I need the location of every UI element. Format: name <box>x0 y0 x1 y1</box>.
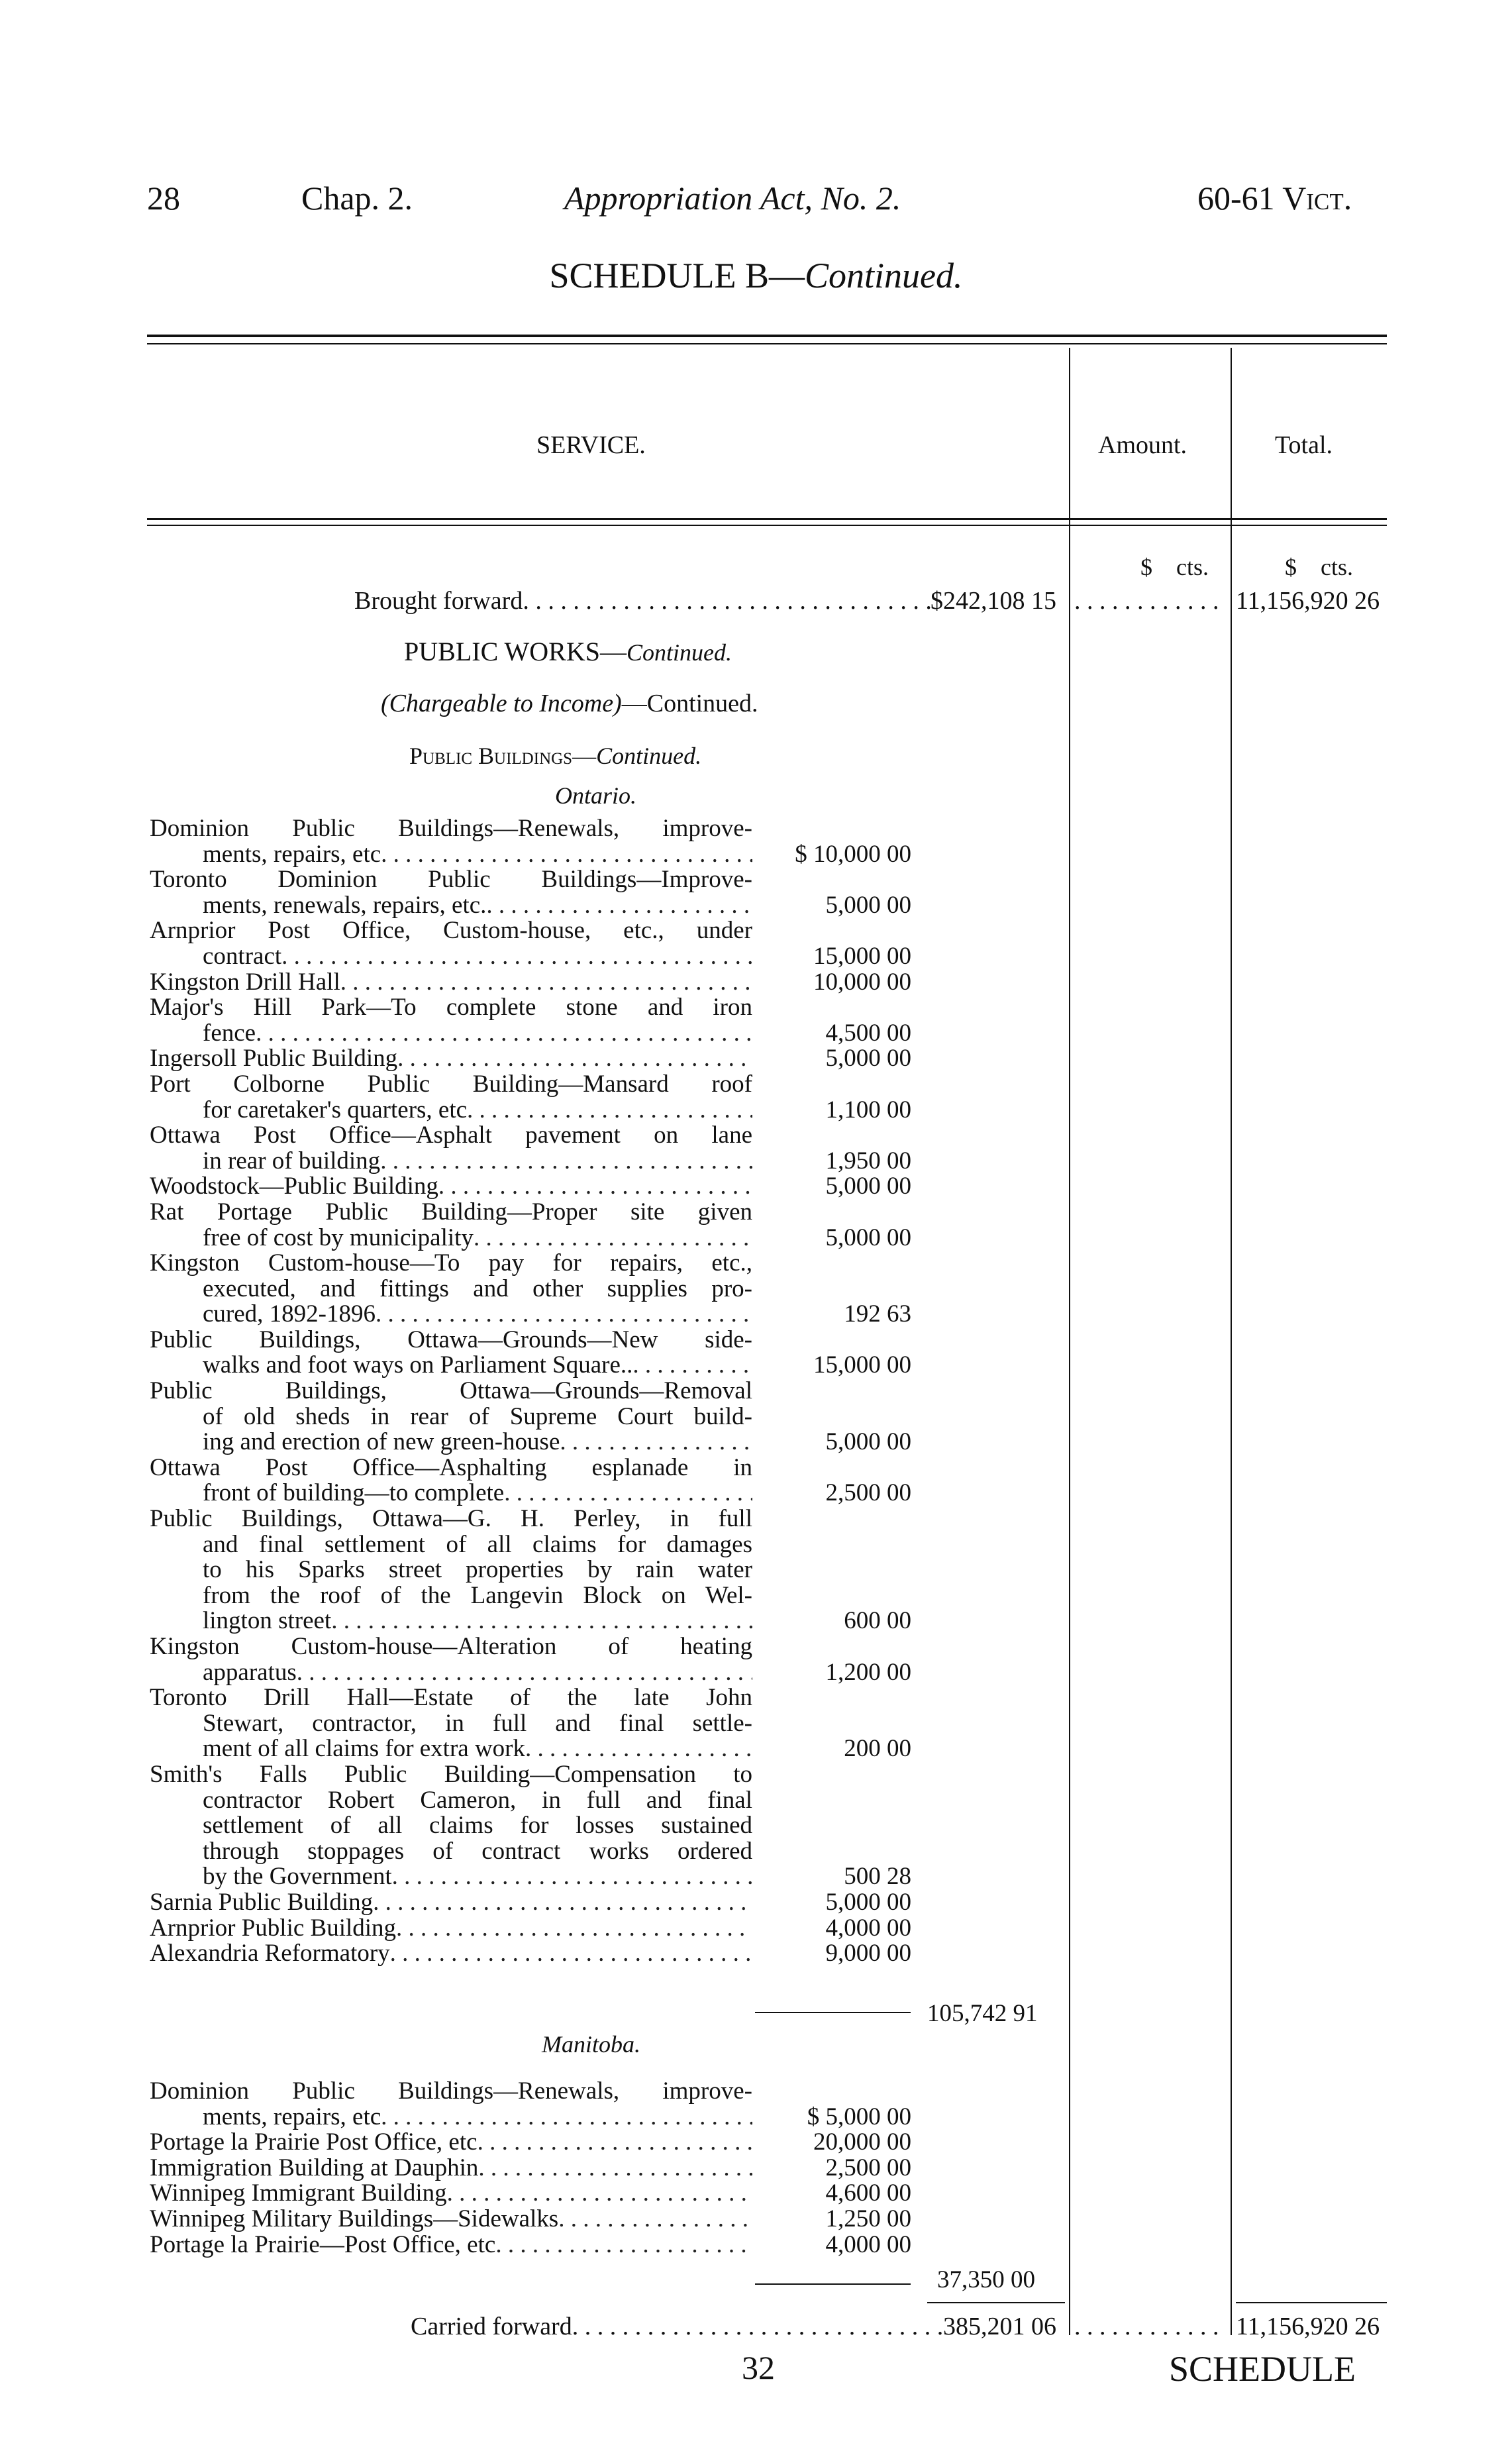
schedule-title-main: SCHEDULE B— <box>549 256 805 295</box>
entry-line: executed, and fittings and other supplies pro- <box>203 1275 752 1302</box>
signature-mark: 32 <box>742 2349 775 2386</box>
entry-amount: 1,200 00 <box>825 1658 911 1686</box>
leader-dots <box>438 1174 752 1200</box>
leader-dots <box>297 1660 752 1686</box>
entry-line: ments, repairs, etc . . . <box>150 842 752 868</box>
schedule-entry <box>150 1760 911 1891</box>
entry-line: ing and erection of new green-house . . . <box>150 1430 752 1455</box>
schedule-entry <box>150 866 911 919</box>
entry-amount: 9,000 00 <box>825 1940 911 1967</box>
manitoba-heading: Manitoba. <box>542 2031 640 2058</box>
entry-line: and final settlement of all claims for damages <box>203 1530 752 1558</box>
entry-line: ments, renewals, repairs, etc. . . . <box>150 893 752 919</box>
carried-forward-total: 11,156,920 26 <box>1236 2313 1380 2340</box>
entry-line: through stoppages of contract works ordered <box>203 1837 752 1865</box>
entry-amount: 2,500 00 <box>825 2154 911 2181</box>
chapter-label: Chap. 2. <box>301 180 413 217</box>
schedule-entry <box>150 1045 911 1072</box>
entry-line: of old sheds in rear of Supreme Court build- <box>203 1402 752 1430</box>
leader-dots <box>281 944 752 970</box>
entry-line: Major's Hill Park—To complete stone and iron <box>150 994 752 1021</box>
entry-amount: 20,000 00 <box>813 2128 911 2156</box>
entry-line: free of cost by municipality . . . <box>150 1226 752 1251</box>
entry-amount: 5,000 00 <box>825 891 911 919</box>
schedule-entry <box>150 1633 911 1686</box>
schedule-entry <box>150 2179 911 2207</box>
entry-amount: $ 5,000 00 <box>807 2103 911 2130</box>
leader-dots <box>478 2156 752 2181</box>
leader-dots <box>447 2181 752 2207</box>
bottom-rule-amount <box>927 2302 1065 2303</box>
entry-amount: 1,950 00 <box>825 1147 911 1175</box>
total-column-header: Total. <box>1275 431 1333 459</box>
total-column-divider <box>1231 348 1232 2335</box>
schedule-title <box>0 255 1512 296</box>
schedule-entry <box>150 1914 911 1942</box>
leader-dots <box>396 1916 752 1942</box>
entry-line: cured, 1892-1896 . . . <box>150 1302 752 1328</box>
entry-line: Sarnia Public Building . . . <box>150 1890 752 1916</box>
schedule-entry <box>150 1122 911 1175</box>
act-title: Appropriation Act, No. 2. <box>564 180 901 217</box>
leader-dots <box>560 1430 752 1455</box>
entry-line: from the roof of the Langevin Block on Wel- <box>203 1581 752 1609</box>
entry-line: Ingersoll Public Building . . . <box>150 1046 752 1072</box>
schedule-entry <box>150 815 911 868</box>
brought-forward-amount-dots <box>1074 586 1225 615</box>
entry-line: ment of all claims for extra work . . . <box>150 1736 752 1762</box>
schedule-entry <box>150 2205 911 2232</box>
entry-line: Portage la Prairie—Post Office, etc . . . <box>150 2232 752 2258</box>
amount-column-divider <box>1069 348 1070 2335</box>
leader-dots <box>340 970 752 996</box>
schedule-entry <box>150 1249 911 1328</box>
chargeable-heading: (Chargeable to Income)—Continued. <box>381 690 758 717</box>
schedule-entry <box>150 2230 911 2258</box>
ontario-total: 105,742 91 <box>927 2000 1038 2027</box>
entry-line: front of building—to complete . . . <box>150 1481 752 1506</box>
entry-amount: 4,000 00 <box>825 2230 911 2258</box>
leader-dots <box>632 1353 752 1379</box>
schedule-entry <box>150 1326 911 1379</box>
schedule-entry <box>150 1453 911 1507</box>
entry-line: Arnprior Public Building . . . <box>150 1916 752 1942</box>
leader-dots <box>478 2130 752 2156</box>
schedule-entry <box>150 1940 911 1967</box>
carried-forward-label: Carried forward <box>411 2313 572 2340</box>
leader-dots <box>392 1864 752 1890</box>
ontario-heading: Ontario. <box>555 782 637 809</box>
bottom-rule-total <box>1236 2302 1387 2303</box>
carried-forward-dots <box>572 2312 943 2341</box>
schedule-entry <box>150 968 911 996</box>
entry-line: Public Buildings, Ottawa—Grounds—Removal <box>150 1377 752 1405</box>
carried-forward-service-amount: 385,201 06 <box>943 2313 1056 2340</box>
entry-line: walks and foot ways on Parliament Square.. . . . <box>150 1353 752 1379</box>
leader-dots <box>558 2207 752 2232</box>
schedule-title-suffix: Continued. <box>805 256 963 295</box>
total-units: $ cts. <box>1285 554 1353 580</box>
entry-line: for caretaker's quarters, etc . . . <box>150 1098 752 1124</box>
entry-line: Toronto Drill Hall—Estate of the late John <box>150 1684 752 1712</box>
entry-line: contract . . . <box>150 944 752 970</box>
manitoba-total: 37,350 00 <box>937 2266 1035 2293</box>
entry-amount: 200 00 <box>844 1735 911 1763</box>
entry-amount: 2,500 00 <box>825 1479 911 1507</box>
leader-dots <box>380 1149 752 1175</box>
entry-line: lington street . . . <box>150 1608 752 1634</box>
entry-line: Dominion Public Buildings—Renewals, improve- <box>150 815 752 842</box>
schedule-entry <box>150 1684 911 1763</box>
entry-amount: 5,000 00 <box>825 1045 911 1072</box>
entry-amount: 15,000 00 <box>813 1351 911 1379</box>
leader-dots <box>486 893 752 919</box>
entry-line: Winnipeg Military Buildings—Sidewalks . . . <box>150 2207 752 2232</box>
entry-line: ments, repairs, etc . . . <box>150 2105 752 2130</box>
manitoba-entries <box>150 2077 911 2258</box>
schedule-entry <box>150 2077 911 2130</box>
entry-line: Kingston Custom-house—To pay for repairs, etc., <box>150 1249 752 1277</box>
entry-line: to his Sparks street properties by rain water <box>203 1556 752 1584</box>
entry-amount: 5,000 00 <box>825 1173 911 1200</box>
brought-forward-row <box>354 586 1056 615</box>
regnal-year: 60-61 Vict. <box>1197 180 1352 217</box>
schedule-entry <box>150 1173 911 1200</box>
entry-line: Public Buildings, Ottawa—G. H. Perley, in full <box>150 1505 752 1533</box>
entry-amount: 5,000 00 <box>825 1224 911 1251</box>
entry-amount: 15,000 00 <box>813 942 911 970</box>
schedule-entry <box>150 1505 911 1635</box>
entry-line: Public Buildings, Ottawa—Grounds—New side- <box>150 1326 752 1353</box>
leader-dots <box>381 2105 752 2130</box>
entry-line: Smith's Falls Public Building—Compensation to <box>150 1760 752 1788</box>
manitoba-subtotal-rule <box>755 2283 911 2285</box>
header-bottom-rule-1 <box>147 518 1387 520</box>
schedule-entry <box>150 2154 911 2181</box>
page-number: 28 <box>147 180 180 217</box>
entry-line: by the Government . . . <box>150 1864 752 1890</box>
entry-amount: 5,000 00 <box>825 1428 911 1456</box>
schedule-entry <box>150 1198 911 1251</box>
public-works-heading: PUBLIC WORKS—Continued. <box>404 637 732 666</box>
ontario-entries <box>150 815 911 1967</box>
entry-line: Arnprior Post Office, Custom-house, etc., under <box>150 917 752 945</box>
carried-forward-row <box>411 2312 1056 2341</box>
top-double-rule-2 <box>147 343 1387 344</box>
entry-line: in rear of building . . . <box>150 1149 752 1175</box>
schedule-entry <box>150 1070 911 1124</box>
entry-line: Woodstock—Public Building . . . <box>150 1174 752 1200</box>
leader-dots <box>373 1890 752 1916</box>
top-double-rule-1 <box>147 335 1387 337</box>
schedule-entry <box>150 1377 911 1456</box>
leader-dots <box>331 1608 752 1634</box>
schedule-entry <box>150 994 911 1047</box>
leader-dots <box>525 1736 752 1762</box>
entry-line: apparatus . . . <box>150 1660 752 1686</box>
entry-line: Kingston Custom-house—Alteration of heating <box>150 1633 752 1660</box>
entry-line: contractor Robert Cameron, in full and final <box>203 1786 752 1814</box>
entry-line: Immigration Building at Dauphin . . . <box>150 2156 752 2181</box>
entry-amount: 4,000 00 <box>825 1914 911 1942</box>
leader-dots <box>256 1021 752 1047</box>
leader-dots <box>376 1302 752 1328</box>
entry-line: Stewart, contractor, in full and final settle- <box>203 1709 752 1737</box>
brought-forward-label: Brought forward <box>354 587 523 615</box>
entry-line: settlement of all claims for losses sustained <box>203 1812 752 1840</box>
leader-dots <box>504 1481 752 1506</box>
entry-line: Kingston Drill Hall . . . <box>150 970 752 996</box>
leader-dots <box>467 1098 752 1124</box>
entry-amount: 192 63 <box>844 1300 911 1328</box>
entry-amount: 600 00 <box>844 1607 911 1635</box>
entry-amount: 4,600 00 <box>825 2179 911 2207</box>
leader-dots <box>381 842 752 868</box>
service-column-header: SERVICE. <box>536 431 646 459</box>
header-bottom-rule-2 <box>147 525 1387 526</box>
entry-line: Ottawa Post Office—Asphalting esplanade in <box>150 1453 752 1481</box>
public-buildings-heading: Public Buildings—Continued. <box>409 743 702 769</box>
entry-line: Rat Portage Public Building—Proper site given <box>150 1198 752 1226</box>
amount-column-header: Amount. <box>1098 431 1187 459</box>
schedule-entry <box>150 917 911 970</box>
schedule-entry <box>150 1888 911 1916</box>
carried-forward-amount-dots <box>1074 2312 1225 2341</box>
ontario-subtotal-rule <box>755 2012 911 2013</box>
leader-dots <box>474 1226 752 1251</box>
entry-line: Port Colborne Public Building—Mansard roof <box>150 1070 752 1098</box>
entry-line: fence . . . <box>150 1021 752 1047</box>
entry-line: Winnipeg Immigrant Building . . . <box>150 2181 752 2207</box>
schedule-entry <box>150 2128 911 2156</box>
entry-amount: 500 28 <box>844 1863 911 1891</box>
entry-amount: 5,000 00 <box>825 1888 911 1916</box>
entry-line: Ottawa Post Office—Asphalt pavement on lane <box>150 1122 752 1149</box>
brought-forward-service-amount: $242,108 15 <box>931 587 1056 615</box>
amount-units: $ cts. <box>1140 554 1209 580</box>
leader-dots <box>397 1046 752 1072</box>
brought-forward-total: 11,156,920 26 <box>1236 587 1380 615</box>
entry-amount: 10,000 00 <box>813 968 911 996</box>
leader-dots <box>390 1941 752 1967</box>
entry-line: Toronto Dominion Public Buildings—Improve- <box>150 866 752 894</box>
entry-line: Alexandria Reformatory . . . <box>150 1941 752 1967</box>
entry-line: Dominion Public Buildings—Renewals, improve- <box>150 2077 752 2105</box>
brought-forward-dots <box>523 586 931 615</box>
leader-dots <box>495 2232 752 2258</box>
entry-amount: $ 10,000 00 <box>795 840 911 868</box>
entry-amount: 4,500 00 <box>825 1019 911 1047</box>
entry-amount: 1,250 00 <box>825 2205 911 2232</box>
entry-amount: 1,100 00 <box>825 1096 911 1124</box>
entry-line: Portage la Prairie Post Office, etc . . . <box>150 2130 752 2156</box>
catchword: SCHEDULE <box>1169 2349 1356 2389</box>
